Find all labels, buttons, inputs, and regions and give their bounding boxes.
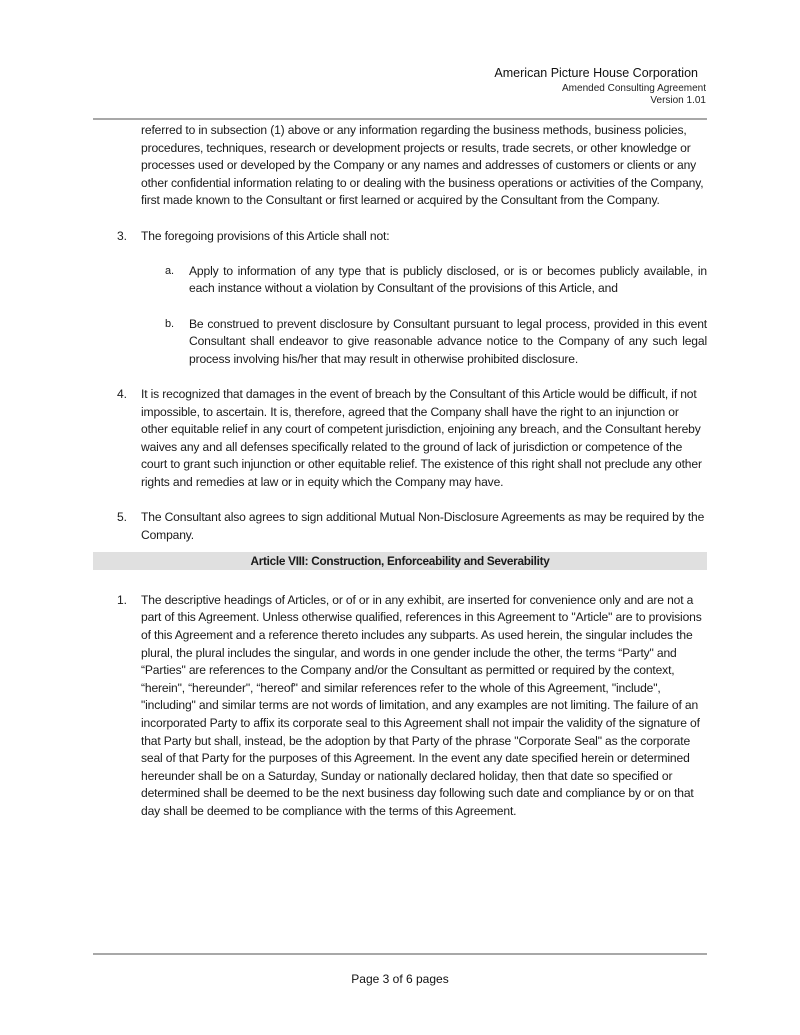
sub-item-letter: b. — [165, 317, 174, 330]
sub-item-letter: a. — [165, 264, 174, 277]
item-number: 5. — [117, 510, 127, 525]
sub-item-text: Be construed to prevent disclosure by Consultant pursuant to legal process, provided in this event Consultant shall endeavor to give reasonable advance notice to the Company of any such legal process involving his/her that may result in otherwise prohibited disclosure. — [189, 316, 707, 366]
continued-paragraph: referred to in subsection (1) above or any information regarding the business methods, business policies, procedures, techniques, research or development projects or results, trade secrets, or other knowledge or processes used or developed by the Company or any names and addresses of customers or clients or any other confidential information relating to or dealing with the business operations or activities of the Company, first made known to the Consultant or first learned or acquired by the Consultant from the Company. — [141, 123, 704, 208]
company-name: American Picture House Corporation — [494, 66, 698, 80]
list-item-4 — [93, 386, 707, 492]
sub-list — [93, 263, 707, 369]
article-list-item-1 — [93, 592, 707, 821]
list-item-3 — [93, 228, 707, 246]
page-header — [494, 66, 706, 108]
item-number: 4. — [117, 386, 127, 401]
sub-item-b — [93, 316, 707, 369]
list-item-5 — [93, 509, 707, 544]
item-number: 3. — [117, 228, 127, 243]
document-title: Amended Consulting Agreement — [562, 82, 706, 94]
document-version: Version 1.01 — [650, 95, 706, 107]
item-text: The descriptive headings of Articles, or of or in any exhibit, are inserted for convenience only and are not a part of this Agreement. Unless otherwise qualified, references in this Agreement to "Article" are to provisions of this Agreement and a reference thereto includes any subparts. As used herein, the singular includes the plural, the plural includes the singular, and words in one gender include the other, the terms “Party" and “Parties" are references to the Company and/or the Consultant as permitted or required by the context, “herein", “hereunder", “hereof" and similar references refer to the whole of this Agreement, "include", "including" and similar terms are not words of limitation, and any examples are not limiting. The failure of an incorporated Party to affix its corporate seal to this Agreement shall not impair the validity of the signature of that Party but shall, instead, be the adoption by that Party of the phrase "Corporate Seal" as the corporate seal of that Party for the purposes of this Agreement. In the event any date specified herein or determined hereunder shall be on a Saturday, Sunday or nationally declared holiday, then that date so specified or determined shall be deemed to be the next business day following such date and compliance by or on that day shall be deemed to be compliance with the terms of this Agreement. — [141, 592, 702, 818]
header-divider — [93, 118, 707, 120]
article-heading: Article VIII: Construction, Enforceability and Severability — [93, 552, 707, 570]
item-text: The foregoing provisions of this Article shall not: — [141, 228, 390, 243]
item-number: 1. — [117, 592, 127, 607]
item-text: It is recognized that damages in the event of breach by the Consultant of this Article would be difficult, if not impossible, to ascertain. It is, therefore, agreed that the Company shall have the right to an injunction or other equitable relief in any court of competent jurisdiction, enjoining any breach, and the Consultant hereby waives any and all defenses specifically related to the ground of lack of jurisdiction or competence of the court to grant such injunction or other equitable relief. The existence of this right shall not preclude any other rights and remedies at law or in equity which the Company may have. — [141, 386, 702, 489]
document-body — [93, 122, 707, 838]
item-text: The Consultant also agrees to sign additional Mutual Non-Disclosure Agreements as may be required by the Company. — [141, 510, 705, 542]
page-number: Page 3 of 6 pages — [351, 972, 449, 986]
sub-item-a — [93, 263, 707, 298]
sub-item-text: Apply to information of any type that is publicly disclosed, or is or becomes publicly available, in each instance without a violation by Consultant of the provisions of this Article, and — [189, 263, 707, 296]
footer-divider — [93, 953, 707, 955]
